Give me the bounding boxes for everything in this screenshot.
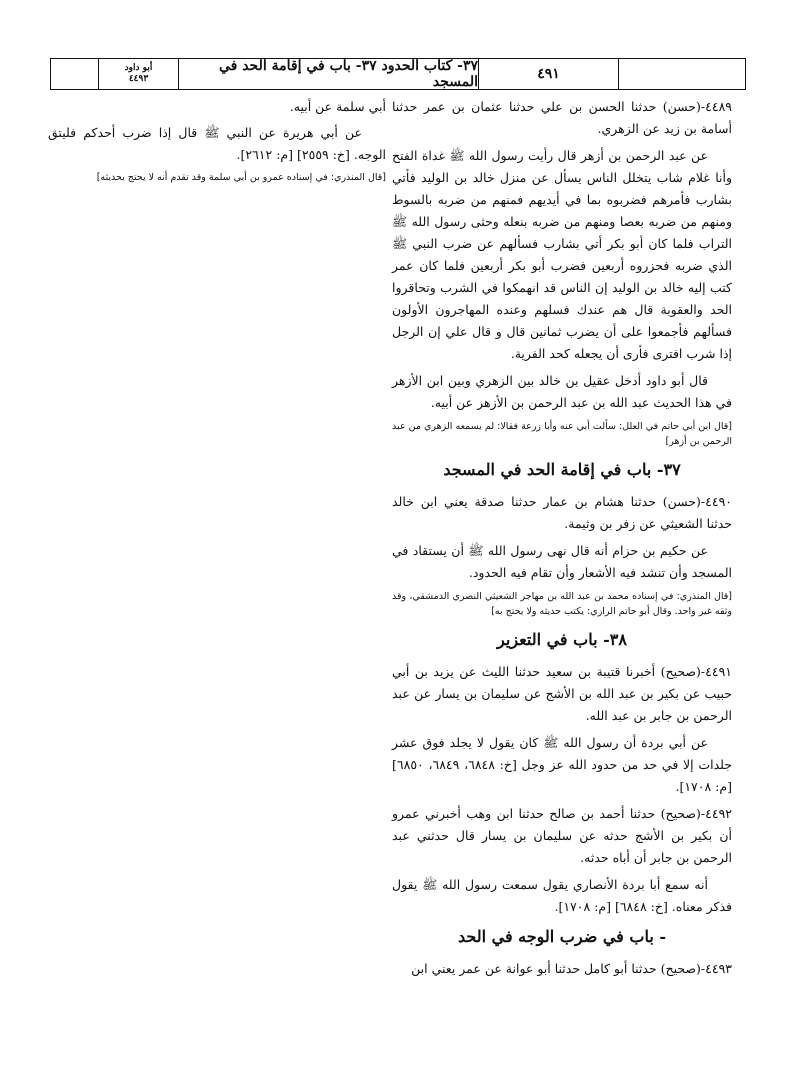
header-book-title: أبو داود: [124, 63, 153, 73]
page-header: [50, 58, 746, 90]
hadith-4493-isnad: ٤٤٩٣-(صحيح) حدثنا أبو كامل حدثنا أبو عوانة عن عمر يعني ابن: [411, 961, 732, 976]
hadith-4490-matn: عن حكيم بن حزام أنه قال نهى رسول الله ﷺ أن يستقاد في المسجد وأن تنشد فيه الأشعار وأن تقام فيه الحدود.: [392, 543, 732, 580]
hadith-4490-isnad: ٤٤٩٠-(حسن) حدثنا هشام بن عمار حدثنا صدقة يعني ابن خالد حدثنا الشعيثي عن زفر بن وثيمة.: [392, 494, 732, 531]
abu-dawud-comment: قال أبو داود أدخل عقيل بن خالد بين الزهري وبين ابن الأزهر في هذا الحديث عبد الله بن عبد الرحمن بن الأزهر عن أبيه.: [392, 373, 732, 410]
hadith-4489-footnote: [قال ابن أبي حاتم في العلل: سألت أبي عنه وأبا زرعة فقالا: لم يسمعه الزهري من عبد الرحمن بن أزهر]: [392, 421, 732, 447]
chapter-39-heading: - باب في ضرب الوجه في الحد: [458, 927, 666, 946]
hadith-4492-isnad: ٤٤٩٢-(صحيح) حدثنا أحمد بن صالح حدثنا ابن وهب أخبرني عمرو أن بكير بن الأشج حدثه عن سليمان بن يسار قال حدثني عبد الرحمن بن جابر أن أباه حدثه.: [392, 806, 732, 865]
left-footnote: [قال المنذري: في إسناده عمرو بن أبي سلمة وقد تقدم أنه لا يحتج بحديثه]: [96, 172, 386, 183]
header-book-number: ٤٤٩٣: [128, 74, 149, 84]
hadith-4491-isnad: ٤٤٩١-(صحيح) أخبرنا قتيبة بن سعيد حدثنا الليث عن يزيد بن أبي حبيب عن بكير بن عبد الله بن الأشج عن سليمان بن يسار عن عبد الرحمن بن جابر بن عبد الله.: [392, 664, 732, 723]
hadith-4489-matn: عن عبد الرحمن بن أزهر قال رأيت رسول الله ﷺ غداة الفتح وأنا غلام شاب يتخلل الناس يسأل عن منزل خالد بن الوليد فأتي بشارب فأمرهم فضربوه بما في أيديهم فمنهم من ضربه بالسوط ومنهم من ضربه بعصا ومنهم من ضربه بنعله وحثى رسول الله ﷺ التراب فلما كان أبو بكر أتي بشارب فسألهم عن ضرب النبي ﷺ الذي ضربه فحزروه أربعين فضرب أبو بكر أربعين فلما كان عمر كتب إليه خالد بن الوليد إن الناس قد انهمكوا في الشرب وتحاقروا الحد والعقوبة قال هم عندك فسلهم وعنده المهاجرون الأولون فسألهم فأجمعوا على أن يضرب ثمانين قال و قال علي إن الرجل إذا شرب افترى فأرى أن يجعله كحد الفرية.: [392, 148, 732, 361]
header-empty-left: [51, 59, 99, 89]
left-text-1: أبي سلمة عن أبيه.: [289, 99, 386, 114]
header-page-number: ٤٩١: [479, 59, 619, 89]
hadith-4491-matn: عن أبي بردة أن رسول الله ﷺ كان يقول لا يجلد فوق عشر جلدات إلا في حد من حدود الله عز وجل [خ: ٦٨٤٨، ٦٨٤٩، ٦٨٥٠] [م: ١٧٠٨].: [392, 735, 732, 794]
right-column: [392, 96, 732, 985]
hadith-4492-matn: أنه سمع أبا بردة الأنصاري يقول سمعت رسول الله ﷺ يقول فذكر معناه. [خ: ٦٨٤٨] [م: ١٧٠٨].: [392, 877, 732, 914]
left-text-2: عن أبي هريرة عن النبي ﷺ قال إذا ضرب أحدكم فليتق الوجه. [خ: ٢٥٥٩] [م: ٢٦١٢].: [48, 125, 386, 162]
header-book-cell: [99, 59, 179, 89]
header-empty-right: [619, 59, 745, 89]
hadith-4489-isnad: ٤٤٨٩-(حسن) حدثنا الحسن بن علي حدثنا عثمان بن عمر حدثنا أسامة بن زيد عن الزهري.: [392, 99, 732, 136]
header-chapter-title: ٣٧- كتاب الحدود ٣٧- باب في إقامة الحد في المسجد: [179, 59, 479, 89]
left-column: [48, 96, 386, 189]
hadith-4490-footnote: [قال المنذري: في إسناده محمد بن عبد الله بن مهاجر الشعيثي النصري الدمشقي، وقد وثقه غير واحد. وقال أبو حاتم الرازي: يكتب حديثه ولا يحتج به]: [392, 591, 732, 617]
chapter-37-heading: ٣٧- باب في إقامة الحد في المسجد: [443, 460, 681, 479]
chapter-38-heading: ٣٨- باب في التعزير: [497, 630, 627, 649]
